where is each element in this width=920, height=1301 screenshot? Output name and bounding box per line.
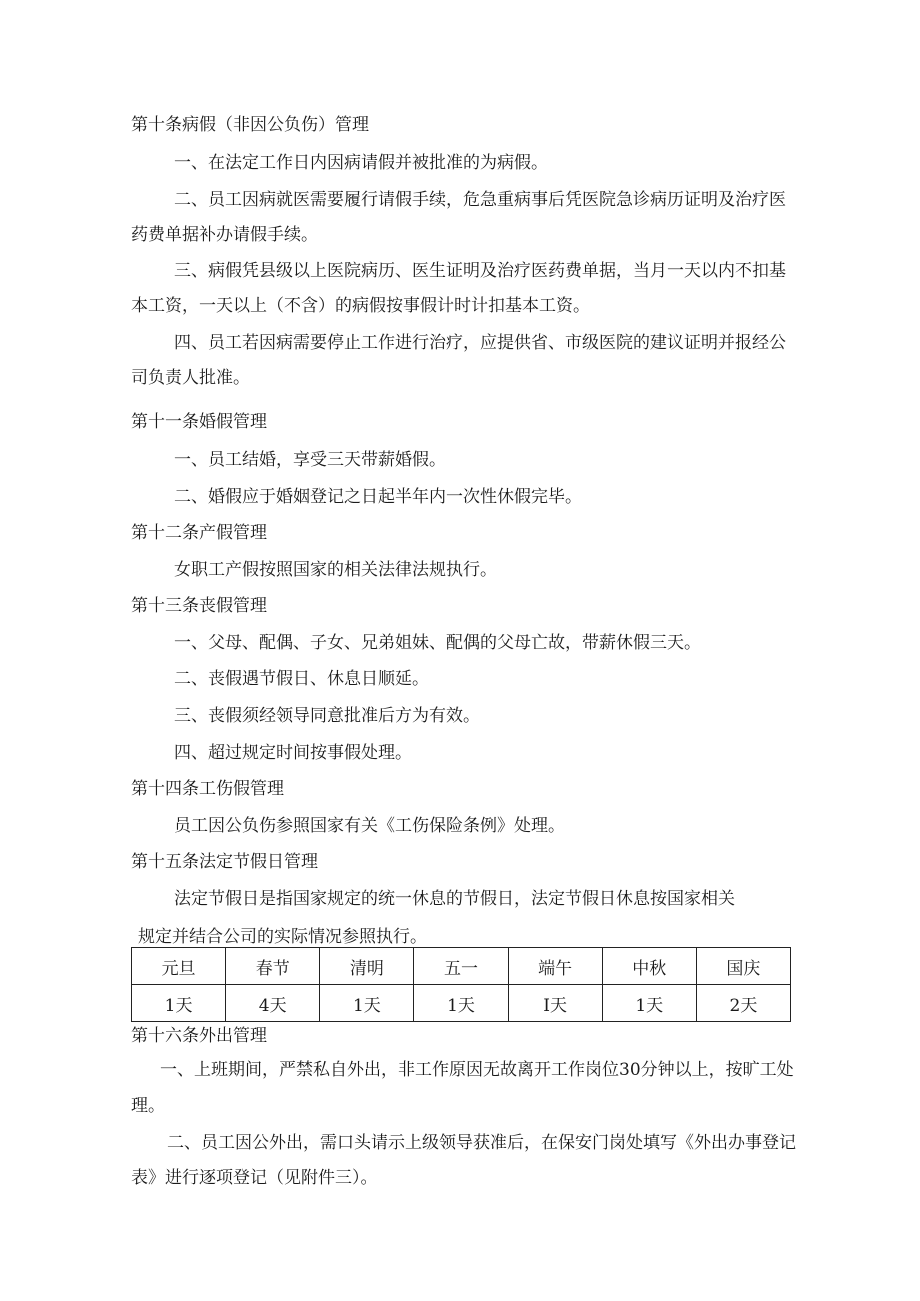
- s16-para-1-line-1: 一、上班期间，严禁私自外出，非工作原因无故离开工作岗位30分钟以上，按旷工处: [160, 1060, 794, 1080]
- s11-para-2: 二、婚假应于婚姻登记之日起半年内一次性休假完毕。: [174, 487, 582, 507]
- holiday-table: [131, 947, 791, 1022]
- s14-para-1: 员工因公负伤参照国家有关《工伤保险条例》处理。: [174, 816, 565, 836]
- s12-para-1: 女职工产假按照国家的相关法律法规执行。: [174, 560, 497, 580]
- s10-para-4-line-1: 四、员工若因病需要停止工作进行治疗，应提供省、市级医院的建议证明并报经公: [174, 333, 786, 353]
- section-15-title: 第十五条法定节假日管理: [131, 852, 318, 872]
- s10-para-2-line-2: 药费单据补办请假手续。: [131, 225, 318, 245]
- s10-para-3-line-1: 三、病假凭县级以上医院病历、医生证明及治疗医药费单据，当月一天以内不扣基: [174, 261, 786, 281]
- section-16-title: 第十六条外出管理: [131, 1026, 267, 1046]
- s13-para-2: 二、丧假遇节假日、休息日顺延。: [174, 669, 429, 689]
- s13-para-4: 四、超过规定时间按事假处理。: [174, 743, 412, 763]
- holiday-days-cell: 1天: [320, 985, 414, 1022]
- holiday-name-cell: 五一: [414, 948, 508, 985]
- s16-para-2-line-2: 表》进行逐项登记（见附件三）。: [131, 1168, 378, 1188]
- s10-para-4-line-2: 司负责人批准。: [131, 368, 250, 388]
- s16-para-1-line-2: 理。: [131, 1096, 165, 1116]
- section-11-title: 第十一条婚假管理: [131, 412, 267, 432]
- holiday-table-header-row: [132, 948, 791, 985]
- s13-para-1: 一、父母、配偶、子女、兄弟姐妹、配偶的父母亡故，带薪休假三天。: [174, 633, 701, 653]
- holiday-name-cell: 端午: [508, 948, 602, 985]
- holiday-days-cell: I天: [508, 985, 602, 1022]
- section-10-title: 第十条病假（非因公负伤）管理: [131, 115, 369, 135]
- holiday-name-cell: 元旦: [132, 948, 226, 985]
- holiday-days-cell: 1天: [414, 985, 508, 1022]
- holiday-name-cell: 中秋: [602, 948, 696, 985]
- holiday-name-cell: 春节: [226, 948, 320, 985]
- holiday-name-cell: 清明: [320, 948, 414, 985]
- holiday-name-cell: 国庆: [696, 948, 790, 985]
- s16-para-2-line-1: 二、员工因公外出，需口头请示上级领导获准后，在保安门岗处填写《外出办事登记: [167, 1133, 796, 1153]
- holiday-days-cell: 1天: [602, 985, 696, 1022]
- s13-para-3: 三、丧假须经领导同意批准后方为有效。: [174, 706, 480, 726]
- s15-para-1-line-2: 规定并结合公司的实际情况参照执行。: [138, 927, 427, 947]
- holiday-table-days-row: [132, 985, 791, 1022]
- s10-para-1: 一、在法定工作日内因病请假并被批准的为病假。: [174, 153, 548, 173]
- section-14-title: 第十四条工伤假管理: [131, 779, 284, 799]
- holiday-days-cell: 2天: [696, 985, 790, 1022]
- s10-para-2-line-1: 二、员工因病就医需要履行请假手续，危急重病事后凭医院急诊病历证明及治疗医: [174, 190, 786, 210]
- s10-para-3-line-2: 本工资，一天以上（不含）的病假按事假计时计扣基本工资。: [131, 296, 590, 316]
- holiday-days-cell: 4天: [226, 985, 320, 1022]
- holiday-days-cell: 1天: [132, 985, 226, 1022]
- s11-para-1: 一、员工结婚，享受三天带薪婚假。: [174, 450, 446, 470]
- s15-para-1-line-1: 法定节假日是指国家规定的统一休息的节假日，法定节假日休息按国家相关: [174, 889, 735, 909]
- section-12-title: 第十二条产假管理: [131, 523, 267, 543]
- section-13-title: 第十三条丧假管理: [131, 596, 267, 616]
